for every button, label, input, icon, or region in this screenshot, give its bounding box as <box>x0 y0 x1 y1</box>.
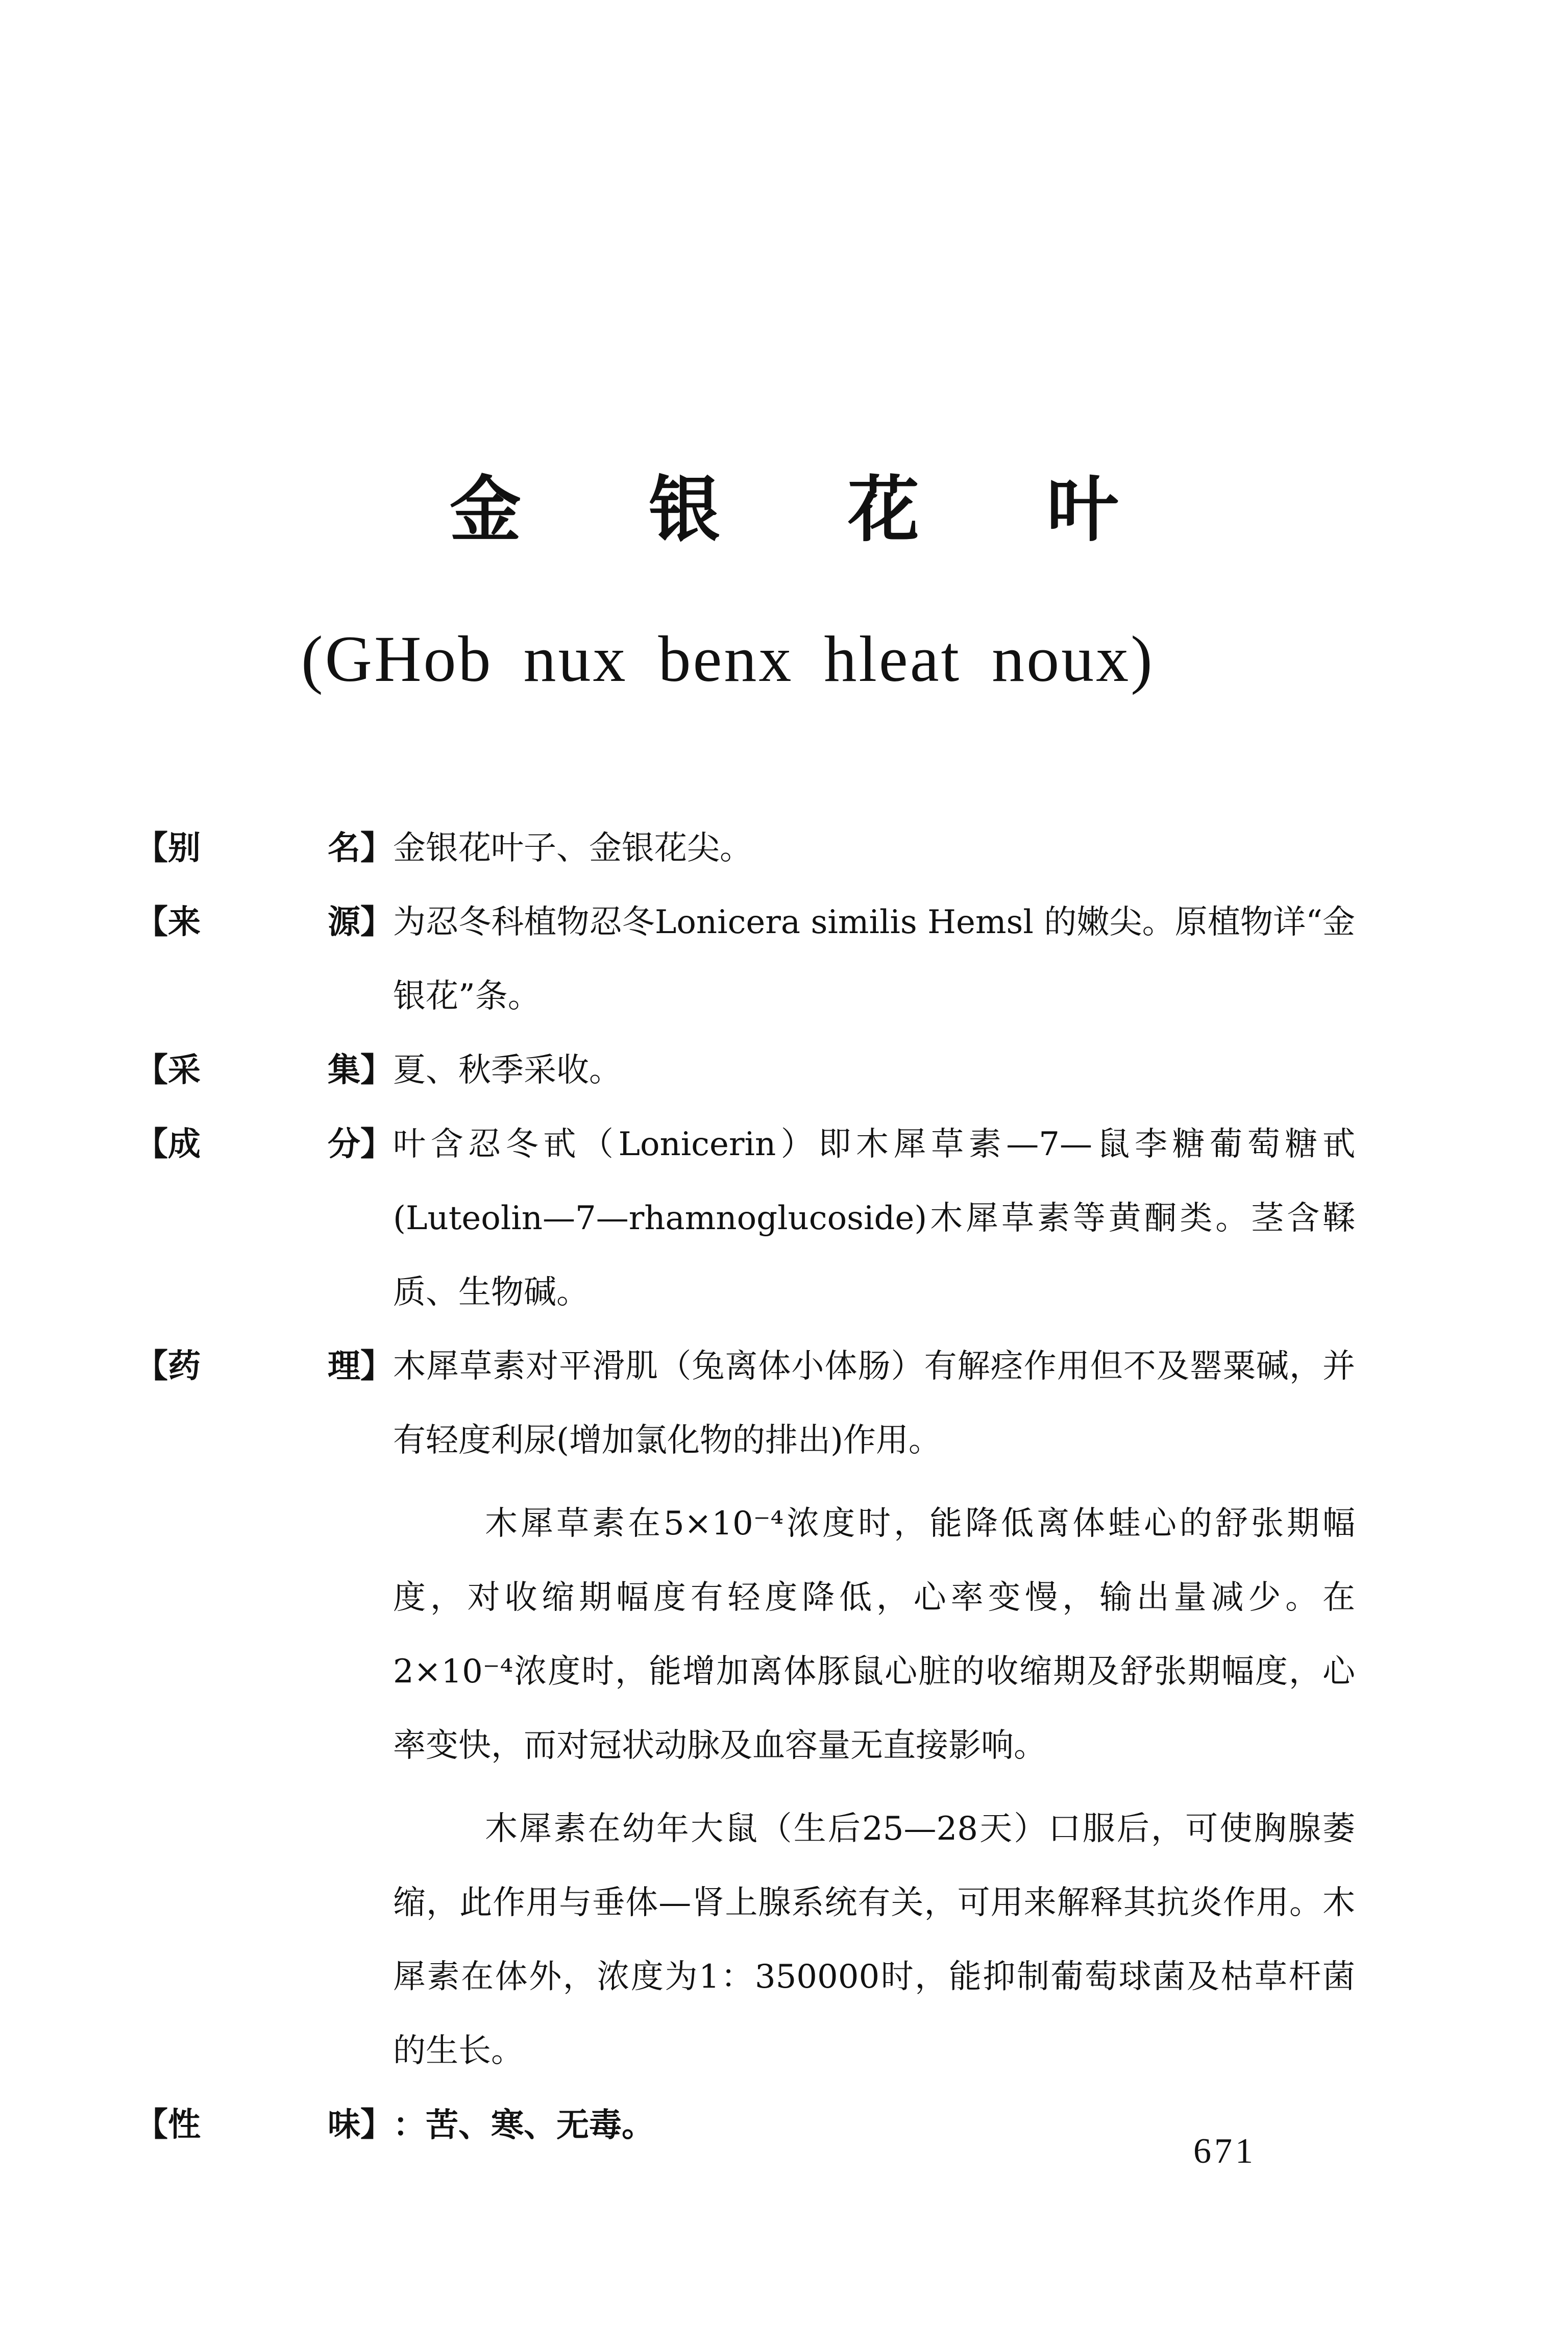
label-part: 【性 <box>135 2106 201 2144</box>
label-part: 【来 <box>135 903 201 941</box>
entry-subtitle: (GHob nux benx hleat noux) <box>301 623 1155 695</box>
section-body <box>393 812 1355 886</box>
section-label <box>135 812 393 886</box>
label-part: 名】 <box>328 829 393 867</box>
section-body <box>393 1108 1355 1330</box>
section-label <box>135 1108 393 1182</box>
section-body <box>393 1034 1355 1108</box>
section-pharmacology <box>135 1330 1355 2088</box>
section-composition <box>135 1108 1355 1330</box>
paragraph: 木犀素在幼年大鼠（生后25—28天）口服后，可使胸腺萎缩，此作用与垂体—肾上腺系统有关，可用来解释其抗炎作用。木犀素在体外，浓度为1：350000时，能抑制葡萄球菌及枯草杆菌的生长。 <box>393 1810 1355 2070</box>
section-property <box>135 2088 1355 2162</box>
section-harvest <box>135 1034 1355 1108</box>
paragraph: 为忍冬科植物忍冬Lonicera similis Hemsl 的嫩尖。原植物详“金银花”条。 <box>393 903 1355 1015</box>
section-alias <box>135 812 1355 886</box>
section-label <box>135 2088 393 2162</box>
label-part: 源】 <box>328 903 393 941</box>
section-label <box>135 1330 393 1404</box>
paragraph: 金银花叶子、金银花尖。 <box>393 829 752 867</box>
entry-title: 金银花叶 <box>449 469 1246 552</box>
section-source <box>135 886 1355 1034</box>
paragraph: 木犀草素在5×10⁻⁴浓度时，能降低离体蛙心的舒张期幅度，对收缩期幅度有轻度降低，心率变慢，输出量减少。在2×10⁻⁴浓度时，能增加离体豚鼠心脏的收缩期及舒张期幅度，心率变快，而对冠状动脉及血容量无直接影响。 <box>393 1505 1355 1765</box>
label-part: 理】 <box>328 1348 393 1385</box>
section-body <box>393 886 1355 1034</box>
page-number: 671 <box>1193 2132 1256 2171</box>
label-part: 【采 <box>135 1052 201 1089</box>
paragraph: 夏、秋季采收。 <box>393 1052 622 1089</box>
section-label <box>135 1034 393 1108</box>
label-part: 集】 <box>328 1052 393 1089</box>
paragraph: 木犀草素对平滑肌（兔离体小体肠）有解痉作用但不及罂粟碱，并有轻度利尿(增加氯化物的排出)作用。 <box>393 1348 1355 1459</box>
label-part: 【成 <box>135 1126 201 1163</box>
section-label <box>135 886 393 960</box>
label-part: 【药 <box>135 1348 201 1385</box>
label-part: 分】 <box>328 1126 393 1163</box>
section-body <box>393 1330 1355 2088</box>
label-part: 【别 <box>135 829 201 867</box>
paragraph: 叶含忍冬甙（Lonicerin）即木犀草素—7—鼠李糖葡萄糖甙(Luteolin—7—rhamnoglucoside)木犀草素等黄酮类。茎含鞣质、生物碱。 <box>393 1126 1355 1311</box>
paragraph: ：苦、寒、无毒。 <box>393 2106 654 2144</box>
label-part: 味】 <box>328 2106 393 2144</box>
entry-sections <box>135 812 1355 2162</box>
